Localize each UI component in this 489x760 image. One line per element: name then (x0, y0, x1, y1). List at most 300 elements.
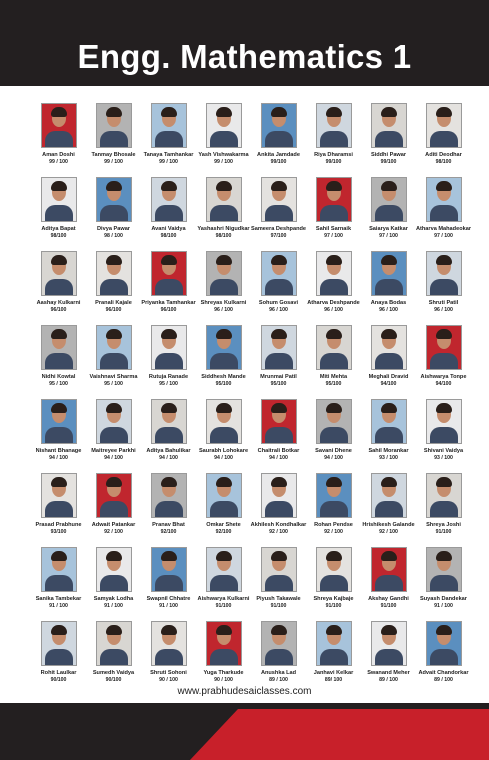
student-photo (426, 103, 462, 148)
student-photo (261, 251, 297, 296)
student-score: 98 / 100 (104, 233, 123, 239)
student-card (306, 545, 361, 619)
student-score: 92 / 100 (269, 529, 288, 535)
photo-hair (381, 181, 397, 191)
student-photo (426, 547, 462, 592)
student-name: Sahil Sarnaik (315, 226, 352, 232)
student-name: Rohan Pendse (314, 522, 353, 528)
photo-hair (381, 107, 397, 117)
student-photo (426, 621, 462, 666)
student-name: Nishant Bhanage (35, 448, 82, 454)
student-score: 89/ 100 (324, 677, 343, 683)
photo-hair (161, 329, 177, 339)
student-photo (316, 399, 352, 444)
student-score: 97 / 100 (324, 233, 343, 239)
student-photo (426, 177, 462, 222)
student-score: 97 / 100 (434, 233, 453, 239)
student-score: 96 / 100 (214, 307, 233, 313)
student-name: Shreya Joshi (426, 522, 461, 528)
student-card (86, 249, 141, 323)
student-photo (206, 399, 242, 444)
student-score: 90 / 100 (214, 677, 233, 683)
photo-hair (216, 329, 232, 339)
photo-body (265, 501, 293, 518)
student-score: 96 / 100 (324, 307, 343, 313)
student-card (416, 323, 471, 397)
footer-band (0, 703, 489, 760)
student-photo (371, 547, 407, 592)
student-name: Aditya Bahulikar (146, 448, 191, 454)
photo-hair (326, 403, 342, 413)
photo-hair (381, 255, 397, 265)
student-name: Mrunmai Patil (260, 374, 297, 380)
student-score: 90 / 100 (159, 677, 178, 683)
photo-hair (106, 625, 122, 635)
student-name: Sameera Deshpande (250, 226, 307, 232)
student-name: Aman Doshi (42, 152, 75, 158)
footer-decoration (0, 703, 489, 760)
student-card (86, 175, 141, 249)
student-card (196, 397, 251, 471)
student-card (416, 619, 471, 693)
student-photo (206, 325, 242, 370)
student-score: 98/100 (160, 233, 177, 239)
student-photo (261, 547, 297, 592)
photo-body (320, 279, 348, 296)
photo-hair (216, 181, 232, 191)
student-photo (96, 251, 132, 296)
student-photo (426, 325, 462, 370)
photo-body (265, 131, 293, 148)
student-name: Atharva Deshpande (307, 300, 360, 306)
student-photo (206, 251, 242, 296)
student-name: Adwait Patankar (91, 522, 136, 528)
student-card (306, 397, 361, 471)
student-score: 94/100 (435, 381, 452, 387)
photo-hair (106, 403, 122, 413)
student-card (361, 397, 416, 471)
student-card (361, 545, 416, 619)
photo-body (45, 353, 73, 370)
student-name: Ankita Jamdade (257, 152, 300, 158)
student-card (31, 397, 86, 471)
student-score: 92 / 100 (324, 529, 343, 535)
student-card (306, 101, 361, 175)
photo-body (45, 501, 73, 518)
student-name: Chaitrali Botkar (257, 448, 300, 454)
student-card (416, 101, 471, 175)
photo-hair (436, 107, 452, 117)
student-name: Shruti Patil (428, 300, 459, 306)
photo-body (155, 353, 183, 370)
photo-body (155, 501, 183, 518)
student-score: 97 / 100 (379, 233, 398, 239)
student-photo (151, 621, 187, 666)
student-card (86, 101, 141, 175)
student-score: 91 / 100 (434, 603, 453, 609)
photo-body (100, 279, 128, 296)
photo-body (375, 205, 403, 222)
student-score: 95 / 100 (49, 381, 68, 387)
photo-hair (271, 107, 287, 117)
student-card (306, 619, 361, 693)
student-card (31, 545, 86, 619)
photo-body (100, 575, 128, 592)
photo-body (265, 575, 293, 592)
student-grid (31, 101, 471, 693)
student-score: 91 / 100 (49, 603, 68, 609)
student-name: Aditi Deodhar (425, 152, 462, 158)
photo-body (430, 427, 458, 444)
header-banner (0, 0, 489, 86)
student-photo (151, 177, 187, 222)
photo-body (100, 649, 128, 666)
student-photo (316, 473, 352, 518)
student-card (196, 101, 251, 175)
photo-body (100, 353, 128, 370)
photo-body (375, 649, 403, 666)
photo-hair (436, 181, 452, 191)
student-photo (41, 621, 77, 666)
student-photo (41, 177, 77, 222)
student-name: Aditya Bapat (41, 226, 76, 232)
photo-hair (436, 255, 452, 265)
page-title: Engg. Mathematics 1 (77, 38, 412, 75)
photo-body (45, 427, 73, 444)
student-score: 99/100 (270, 159, 287, 165)
photo-body (430, 279, 458, 296)
photo-body (210, 649, 238, 666)
student-photo (426, 473, 462, 518)
student-card (86, 545, 141, 619)
photo-body (320, 353, 348, 370)
student-card (141, 249, 196, 323)
student-card (361, 249, 416, 323)
student-name: Janhavi Kelkar (313, 670, 354, 676)
photo-hair (271, 551, 287, 561)
student-score: 96/100 (50, 307, 67, 313)
student-score: 91/100 (215, 603, 232, 609)
student-photo (151, 325, 187, 370)
student-name: Priyanka Tamhankar (141, 300, 196, 306)
student-card (196, 619, 251, 693)
student-photo (41, 473, 77, 518)
photo-body (375, 131, 403, 148)
student-card (31, 471, 86, 545)
student-score: 92/100 (215, 529, 232, 535)
photo-hair (326, 107, 342, 117)
student-name: Shivani Vaidya (423, 448, 464, 454)
photo-hair (381, 477, 397, 487)
student-name: Piyush Takawale (256, 596, 301, 602)
student-photo (96, 399, 132, 444)
student-score: 90/100 (50, 677, 67, 683)
photo-hair (326, 329, 342, 339)
student-score: 95/100 (325, 381, 342, 387)
website-url[interactable]: www.prabhudesaiclasses.com (177, 686, 312, 697)
photo-body (320, 427, 348, 444)
student-score: 92 / 100 (379, 529, 398, 535)
photo-hair (381, 403, 397, 413)
photo-hair (216, 625, 232, 635)
student-name: Akhilesh Kondhalkar (250, 522, 307, 528)
student-score: 96 / 100 (434, 307, 453, 313)
student-name: Samyak Lodha (93, 596, 134, 602)
student-name: Yuga Tharkude (203, 670, 244, 676)
photo-body (320, 575, 348, 592)
photo-hair (161, 477, 177, 487)
photo-body (210, 279, 238, 296)
student-photo (261, 399, 297, 444)
student-photo (261, 473, 297, 518)
student-photo (206, 621, 242, 666)
photo-body (430, 575, 458, 592)
student-card (196, 545, 251, 619)
student-photo (206, 177, 242, 222)
student-name: Anushka Lad (260, 670, 297, 676)
photo-hair (51, 181, 67, 191)
student-score: 94 / 100 (269, 455, 288, 461)
student-photo (151, 547, 187, 592)
student-name: Rutuja Ranade (148, 374, 189, 380)
photo-body (100, 205, 128, 222)
student-name: Vaishnavi Sharma (89, 374, 138, 380)
student-score: 96/100 (105, 307, 122, 313)
student-card (306, 175, 361, 249)
photo-hair (51, 477, 67, 487)
photo-body (375, 427, 403, 444)
student-score: 91/100 (435, 529, 452, 535)
student-score: 91 / 100 (104, 603, 123, 609)
photo-hair (51, 551, 67, 561)
student-photo (316, 325, 352, 370)
student-name: Sumedh Vaidya (92, 670, 135, 676)
photo-hair (51, 255, 67, 265)
student-photo (41, 325, 77, 370)
student-photo (41, 399, 77, 444)
photo-hair (216, 403, 232, 413)
photo-body (45, 205, 73, 222)
student-photo (316, 103, 352, 148)
student-card (416, 249, 471, 323)
photo-body (265, 353, 293, 370)
student-score: 91 / 100 (159, 603, 178, 609)
student-photo (371, 103, 407, 148)
student-photo (151, 399, 187, 444)
photo-hair (326, 625, 342, 635)
photo-hair (436, 551, 452, 561)
photo-hair (51, 329, 67, 339)
photo-hair (326, 181, 342, 191)
student-photo (261, 103, 297, 148)
photo-hair (106, 329, 122, 339)
student-photo (206, 473, 242, 518)
student-score: 99/100 (325, 159, 342, 165)
student-name: Sanika Tambekar (35, 596, 82, 602)
student-card (416, 175, 471, 249)
photo-hair (436, 403, 452, 413)
photo-body (155, 131, 183, 148)
student-score: 91/100 (325, 603, 342, 609)
photo-hair (326, 551, 342, 561)
student-card (306, 249, 361, 323)
photo-hair (106, 181, 122, 191)
footer-red-stripe (190, 709, 489, 760)
student-name: Siddhi Pawar (370, 152, 407, 158)
photo-hair (271, 403, 287, 413)
student-name: Aishwarya Tonpe (420, 374, 467, 380)
photo-hair (381, 625, 397, 635)
student-card (251, 249, 306, 323)
photo-body (45, 279, 73, 296)
photo-body (45, 131, 73, 148)
student-score: 96 / 100 (379, 307, 398, 313)
photo-body (375, 353, 403, 370)
student-score: 97/100 (270, 233, 287, 239)
student-score: 96 / 100 (269, 307, 288, 313)
student-name: Aishwarya Kulkarni (197, 596, 250, 602)
photo-body (430, 649, 458, 666)
student-card (196, 323, 251, 397)
photo-hair (51, 403, 67, 413)
student-photo (96, 325, 132, 370)
student-card (141, 471, 196, 545)
student-photo (96, 621, 132, 666)
student-name: Advait Chandorkar (418, 670, 469, 676)
student-name: Yashashri Nigudkar (197, 226, 250, 232)
student-score: 99 / 100 (214, 159, 233, 165)
student-photo (96, 547, 132, 592)
student-score: 94 / 100 (159, 455, 178, 461)
student-card (141, 323, 196, 397)
student-card (251, 323, 306, 397)
student-name: Sahil Morankar (368, 448, 409, 454)
student-name: Atharva Mahadeokar (415, 226, 472, 232)
student-score: 96/100 (160, 307, 177, 313)
photo-hair (326, 255, 342, 265)
photo-hair (106, 551, 122, 561)
student-card (361, 471, 416, 545)
student-name: Pranali Kajale (95, 300, 132, 306)
photo-body (155, 427, 183, 444)
student-name: Tanaya Tamhankar (143, 152, 194, 158)
student-photo (151, 103, 187, 148)
student-score: 93/100 (50, 529, 67, 535)
student-photo (261, 325, 297, 370)
student-photo (371, 177, 407, 222)
student-photo (316, 251, 352, 296)
photo-body (430, 353, 458, 370)
student-name: Sohum Gosavi (258, 300, 299, 306)
student-name: Saurabh Lohokare (198, 448, 249, 454)
photo-hair (216, 107, 232, 117)
student-card (416, 397, 471, 471)
photo-hair (51, 107, 67, 117)
student-score: 94 / 100 (49, 455, 68, 461)
photo-body (265, 279, 293, 296)
photo-hair (271, 255, 287, 265)
student-card (361, 619, 416, 693)
student-name: Divya Pawar (97, 226, 130, 232)
student-score: 92/100 (160, 529, 177, 535)
student-photo (96, 473, 132, 518)
student-name: Saiarya Katkar (369, 226, 408, 232)
student-score: 99 / 100 (159, 159, 178, 165)
student-photo (96, 177, 132, 222)
photo-hair (216, 551, 232, 561)
student-score: 95 / 100 (159, 381, 178, 387)
student-card (251, 471, 306, 545)
student-score: 94 / 100 (214, 455, 233, 461)
photo-hair (106, 255, 122, 265)
student-score: 89 / 100 (269, 677, 288, 683)
student-name: Rohit Laulkar (40, 670, 77, 676)
student-card (141, 101, 196, 175)
student-name: Avani Vaidya (151, 226, 186, 232)
student-photo (151, 473, 187, 518)
student-card (416, 545, 471, 619)
photo-body (45, 649, 73, 666)
student-name: Meghali Dravid (368, 374, 409, 380)
student-card (251, 619, 306, 693)
photo-hair (106, 477, 122, 487)
photo-hair (161, 403, 177, 413)
photo-body (430, 205, 458, 222)
photo-hair (436, 477, 452, 487)
student-name: Anaya Bodas (370, 300, 407, 306)
photo-hair (326, 477, 342, 487)
photo-body (430, 131, 458, 148)
photo-body (375, 501, 403, 518)
student-name: Hrishikesh Galande (362, 522, 415, 528)
student-card (141, 397, 196, 471)
student-card (86, 397, 141, 471)
student-photo (316, 547, 352, 592)
photo-body (155, 649, 183, 666)
photo-body (320, 649, 348, 666)
student-card (306, 323, 361, 397)
student-card (306, 471, 361, 545)
student-score: 98/100 (215, 233, 232, 239)
photo-hair (381, 329, 397, 339)
photo-body (100, 427, 128, 444)
student-card (86, 323, 141, 397)
photo-body (210, 131, 238, 148)
student-score: 89 / 100 (434, 677, 453, 683)
photo-hair (271, 477, 287, 487)
photo-hair (161, 107, 177, 117)
student-photo (151, 251, 187, 296)
student-card (31, 249, 86, 323)
photo-hair (51, 625, 67, 635)
student-score: 98/100 (435, 159, 452, 165)
student-name: Shreyas Kulkarni (200, 300, 247, 306)
student-card (196, 249, 251, 323)
student-card (196, 175, 251, 249)
photo-body (155, 279, 183, 296)
photo-hair (381, 551, 397, 561)
student-card (361, 101, 416, 175)
student-card (416, 471, 471, 545)
student-score: 94 / 100 (324, 455, 343, 461)
student-photo (371, 325, 407, 370)
photo-hair (216, 477, 232, 487)
student-photo (316, 621, 352, 666)
photo-body (320, 501, 348, 518)
student-score: 95 / 100 (104, 381, 123, 387)
student-score: 91/100 (270, 603, 287, 609)
photo-hair (161, 255, 177, 265)
